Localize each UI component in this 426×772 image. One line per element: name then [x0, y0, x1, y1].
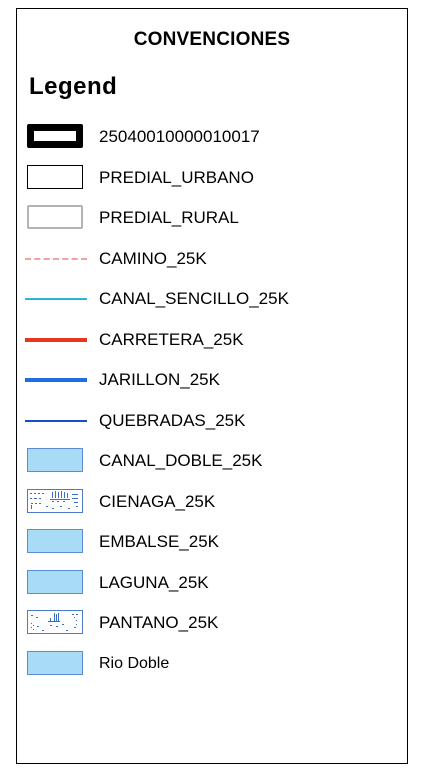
outline-polygon-symbol: [25, 164, 87, 192]
legend-item-cienaga: [25, 482, 395, 523]
legend-panel: [16, 8, 408, 764]
swamp-pattern-symbol: [25, 609, 87, 637]
legend-item-label: CANAL_DOBLE_25K: [99, 451, 263, 471]
legend-item-label: JARILLON_25K: [99, 370, 220, 390]
legend-item-label: PREDIAL_RURAL: [99, 208, 239, 228]
legend-item-laguna: [25, 563, 395, 604]
water-polygon-symbol: [25, 447, 87, 475]
thick-line-symbol: [25, 326, 87, 354]
gray-outline-polygon-symbol: [25, 204, 87, 232]
legend-item-label: PREDIAL_URBANO: [99, 167, 254, 187]
legend-item-label: CAMINO_25K: [99, 248, 207, 268]
legend-item-jarillon: [25, 360, 395, 401]
water-polygon-symbol: [25, 528, 87, 556]
legend-items: [25, 117, 395, 684]
legend-item-parcel: [25, 117, 395, 158]
legend-item-carretera: [25, 320, 395, 361]
legend-item-embalse: [25, 522, 395, 563]
legend-item-quebradas: [25, 401, 395, 442]
thick-line-symbol: [25, 366, 87, 394]
water-polygon-symbol: [25, 650, 87, 678]
thick-outline-polygon-symbol: [25, 123, 87, 151]
legend-item-rio-doble: [25, 644, 395, 685]
legend-item-label: EMBALSE_25K: [99, 532, 220, 552]
dashed-line-symbol: [25, 245, 87, 273]
legend-item-label: CANAL_SENCILLO_25K: [99, 289, 289, 309]
legend-item-camino: [25, 239, 395, 280]
line-symbol: [25, 407, 87, 435]
line-symbol: [25, 285, 87, 313]
legend-item-label: PANTANO_25K: [99, 613, 219, 633]
legend-item-label: QUEBRADAS_25K: [99, 410, 246, 430]
legend-item-label: Rio Doble: [99, 654, 170, 672]
marsh-pattern-symbol: [25, 488, 87, 516]
legend-heading: Legend: [29, 73, 118, 100]
legend-item-label: CIENAGA_25K: [99, 491, 216, 511]
legend-title: CONVENCIONES: [133, 29, 291, 50]
water-polygon-symbol: [25, 569, 87, 597]
legend-item-label: 25040010000010017: [99, 127, 260, 147]
legend-item-pantano: [25, 603, 395, 644]
legend-item-predial-urbano: [25, 158, 395, 199]
legend-item-predial-rural: [25, 198, 395, 239]
legend-item-label: LAGUNA_25K: [99, 572, 209, 592]
legend-item-canal-sencillo: [25, 279, 395, 320]
legend-item-label: CARRETERA_25K: [99, 329, 244, 349]
legend-item-canal-doble: [25, 441, 395, 482]
